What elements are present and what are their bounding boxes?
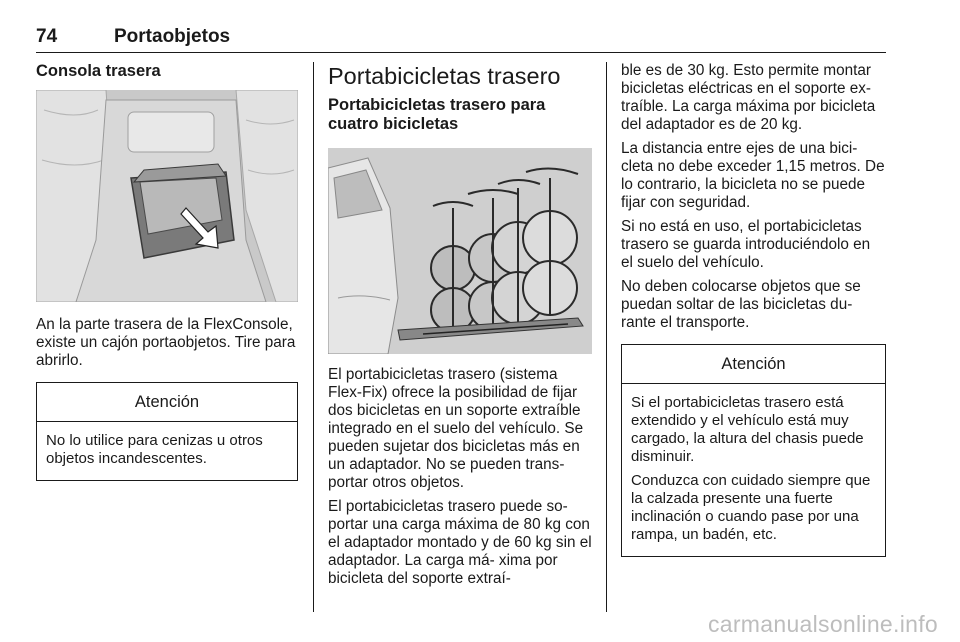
rear-console-paragraph: An la parte trasera de la FlexConsole, existe un cajón portaobjetos. Tire para abrirlo. [36, 315, 296, 369]
bike-carrier-paragraph-1: El portabicicletas trasero (sistema Flex-Fix) ofrece la posibilidad de fijar dos bicicletas en un soporte extraíble integrado en el suelo del vehículo. Se pueden sujetar dos bicicletas más en un adaptador. No se pueden trans- portar otros objetos. [328, 366, 584, 492]
running-title: Portaobjetos [114, 26, 231, 47]
attention-title: Atención [37, 383, 297, 422]
attention-text-2: Conduzca con cuidado siempre que la calzada presente una fuerte inclinación o cuando pase por una rampa, un badén, etc. [631, 472, 871, 543]
attention-title: Atención [622, 345, 885, 384]
column3-paragraph-4: No deben colocarse objetos que se puedan soltar de las bicicletas du- rante el transporte. [621, 278, 861, 331]
attention-box [621, 344, 886, 557]
column3-paragraph-3: Si no está en uso, el portabicicletas trasero se guarda introduciéndolo en el suelo del vehículo. [621, 218, 871, 271]
column3-paragraph-2: La distancia entre ejes de una bici- cleta no debe exceder 1,15 metros. De lo contrario, la bicicleta no se puede fijar con seguridad. [621, 140, 885, 211]
column-divider [606, 62, 607, 612]
column3-paragraph-1: ble es de 30 kg. Esto permite montar bicicletas eléctricas en el soporte ex- traíble. La carga máxima por bicicleta del adaptador es de 20 kg. [621, 62, 876, 133]
attention-text: No lo utilice para cenizas u otros objetos incandescentes. [46, 431, 263, 467]
watermark: carmanualsonline.info [707, 611, 938, 637]
subsection-heading-four-bikes: Portabicicletas trasero para cuatro bicicletas [328, 96, 546, 134]
page-header [36, 26, 886, 53]
section-heading-bike-carrier: Portabicicletas trasero [328, 63, 561, 89]
column-1 [36, 62, 298, 481]
column-3 [621, 62, 886, 557]
page-number: 74 [36, 26, 58, 47]
bike-carrier-paragraph-2: El portabicicletas trasero puede so- portar una carga máxima de 80 kg con el adaptador montado y de 60 kg sin el adaptador. La carga má- xima por bicicleta del soporte extraí- [328, 498, 592, 588]
attention-box [36, 382, 298, 481]
console-illustration [36, 90, 298, 302]
attention-text-1: Si el portabicicletas trasero está extendido y el vehículo está muy cargado, la altura del chasis puede disminuir. [631, 394, 864, 465]
column-divider [313, 62, 314, 612]
bike-carrier-illustration [328, 148, 592, 354]
section-heading-rear-console: Consola trasera [36, 62, 161, 80]
column-2 [328, 62, 592, 594]
